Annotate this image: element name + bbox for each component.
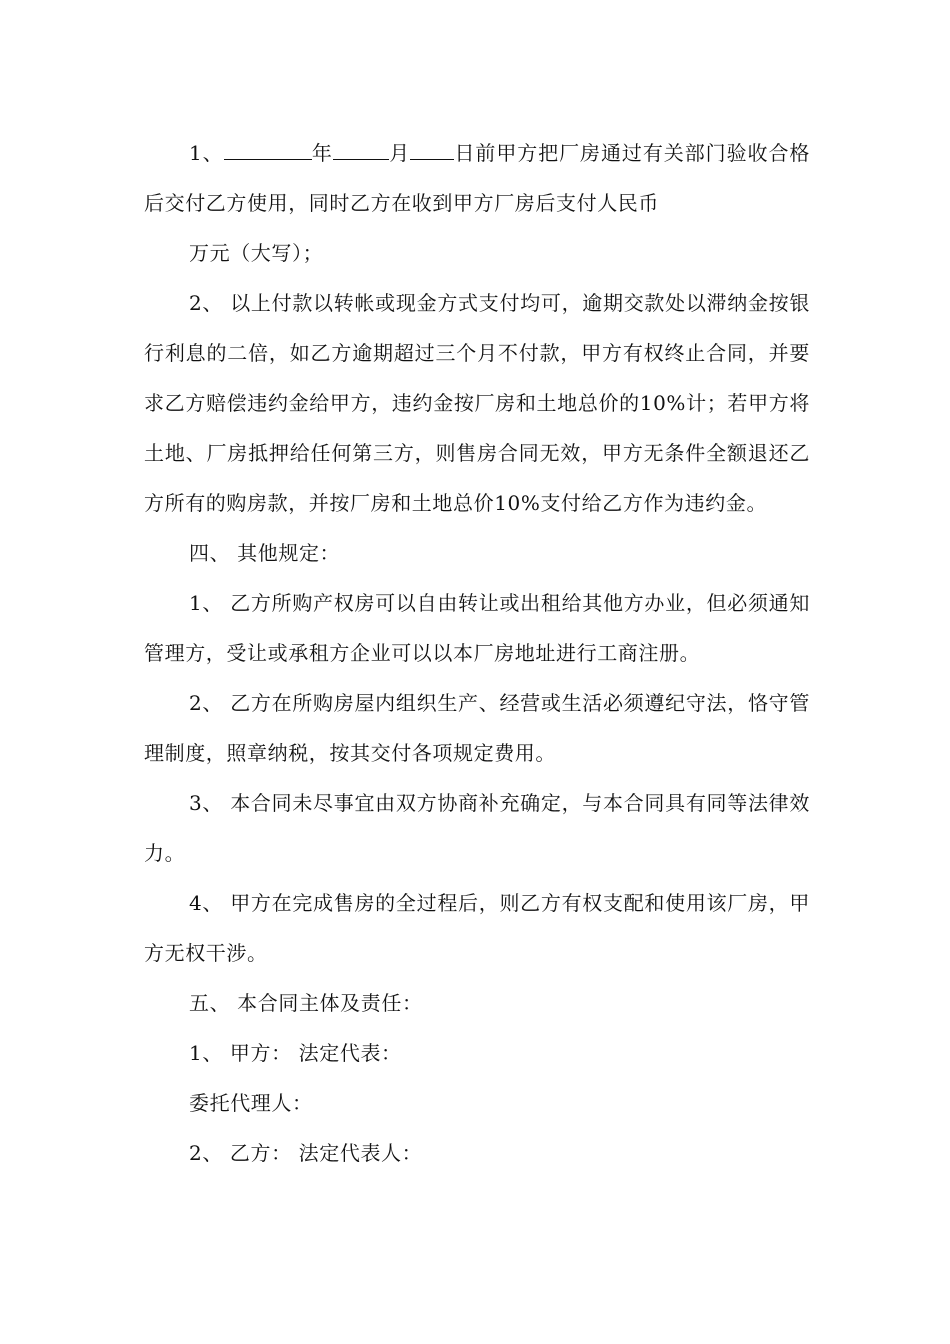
document-body [144,128,810,1178]
provision-transfer-rights: 1、 乙方所购产权房可以自由转让或出租给其他方办业，但必须通知管理方，受让或承租方企业可以以本厂房地址进行工商注册。 [144,591,810,665]
day-blank [410,137,454,160]
party-a-agent: 委托代理人： [189,1091,313,1115]
month-blank [333,137,389,160]
clause-number: 1、 [189,141,224,165]
year-blank [224,137,312,160]
provision-compliance: 2、 乙方在所购房屋内组织生产、经营或生活必须遵纪守法，恪守管理制度，照章纳税，按其交付各项规定费用。 [144,691,810,765]
clause-text: 日前甲方把厂房通过有关部门验收合格后交付乙方使用，同时乙方在收到甲方厂房后支付人民币 [144,141,810,215]
provision-usage-rights: 4、 甲方在完成售房的全过程后，则乙方有权支配和使用该厂房，甲方无权干涉。 [144,891,810,965]
clause-payment-penalty: 2、 以上付款以转帐或现金方式支付均可，逾期交款处以滞纳金按银行利息的二倍，如乙方逾期超过三个月不付款，甲方有权终止合同，并要求乙方赔偿违约金给甲方，违约金按厂房和土地总价的10%计；若甲方将土地、厂房抵押给任何第三方，则售房合同无效，甲方无条件全额退还乙方所有的购房款，并按厂房和土地总价10%支付给乙方作为违约金。 [144,291,810,515]
provision-supplement: 3、 本合同未尽事宜由双方协商补充确定，与本合同具有同等法律效力。 [144,791,810,865]
month-label: 月 [388,141,411,165]
party-a-representative: 1、 甲方： 法定代表： [189,1041,402,1065]
year-label: 年 [311,141,333,165]
section-heading-contract-parties: 五、 本合同主体及责任： [189,991,423,1015]
clause-payment-delivery [144,128,810,228]
party-b-representative: 2、 乙方： 法定代表人： [189,1141,423,1165]
section-heading-other-provisions: 四、 其他规定： [189,541,341,565]
amount-in-words: 万元（大写）； [189,241,324,265]
